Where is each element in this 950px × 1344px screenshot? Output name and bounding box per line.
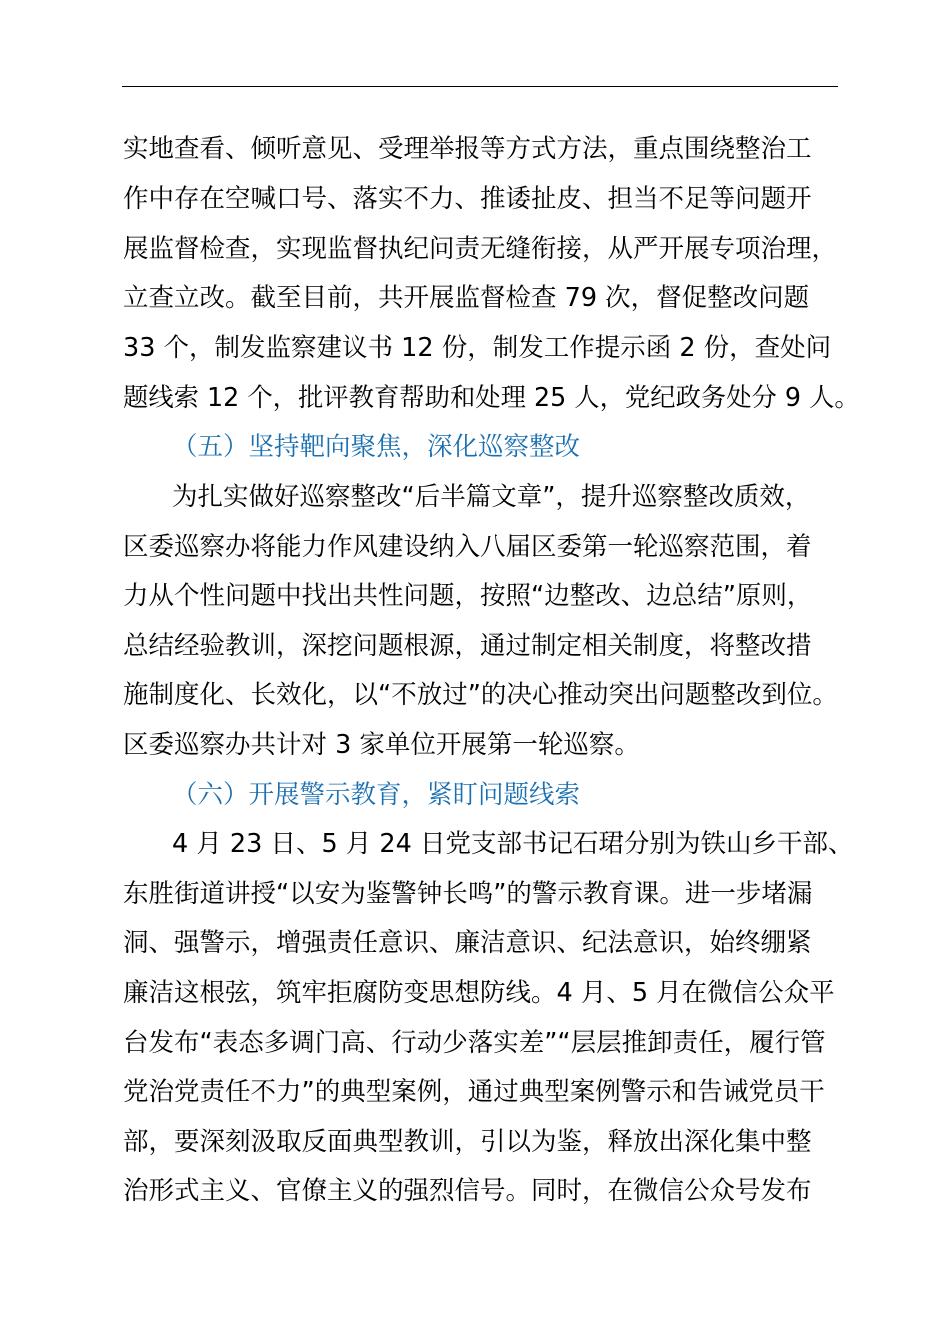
- body-line: 题线索 12 个，批评教育帮助和处理 25 人，党纪政务处分 9 人。: [123, 382, 860, 412]
- body-line: 展监督检查，实现监督执纪问责无缝衔接，从严开展专项治理，: [123, 234, 838, 264]
- body-line: 33 个，制发监察建议书 12 份，制发工作提示函 2 份，查处问: [123, 333, 832, 363]
- body-line: 为扎实做好巡察整改“后半篇文章”，提升巡察整改质效，: [172, 482, 811, 512]
- section-heading-6: （六）开展警示教育，紧盯问题线索: [172, 780, 581, 810]
- section-heading-5: （五）坚持靶向聚焦，深化巡察整改: [172, 432, 581, 462]
- body-line: 区委巡察办共计对 3 家单位开展第一轮巡察。: [123, 730, 640, 760]
- body-line: 东胜街道讲授“以安为鉴警钟长鸣”的警示教育课。进一步堵漏: [123, 879, 813, 909]
- body-line: 施制度化、长效化，以“不放过”的决心推动突出问题整改到位。: [123, 680, 838, 710]
- body-line: 4 月 23 日、5 月 24 日党支部书记石珺分别为铁山乡干部、: [172, 829, 854, 859]
- body-line: 廉洁这根弦，筑牢拒腐防变思想防线。4 月、5 月在微信公众平: [123, 978, 835, 1008]
- body-line: 立查立改。截至目前，共开展监督检查 79 次，督促整改问题: [123, 283, 810, 313]
- body-line: 力从个性问题中找出共性问题，按照“边整改、边总结”原则，: [123, 581, 813, 611]
- body-line: 治形式主义、官僚主义的强烈信号。同时，在微信公众号发布: [123, 1176, 812, 1206]
- body-line: 实地查看、倾听意见、受理举报等方式方法，重点围绕整治工: [123, 134, 812, 164]
- body-line: 区委巡察办将能力作风建设纳入八届区委第一轮巡察范围，着: [123, 532, 812, 562]
- body-line: 台发布“表态多调门高、行动少落实差”“层层推卸责任，履行管: [123, 1028, 826, 1058]
- body-line: 洞、强警示，增强责任意识、廉洁意识、纪法意识，始终绷紧: [123, 928, 812, 958]
- header-rule: [122, 86, 838, 87]
- body-line: 党治党责任不力”的典型案例，通过典型案例警示和告诫党员干: [123, 1077, 825, 1107]
- body-line: 总结经验教训，深挖问题根源，通过制定相关制度，将整改措: [123, 631, 812, 661]
- body-line: 部，要深刻汲取反面典型教训，引以为鉴，释放出深化集中整: [123, 1127, 812, 1157]
- body-line: 作中存在空喊口号、落实不力、推诿扯皮、担当不足等问题开: [123, 184, 812, 214]
